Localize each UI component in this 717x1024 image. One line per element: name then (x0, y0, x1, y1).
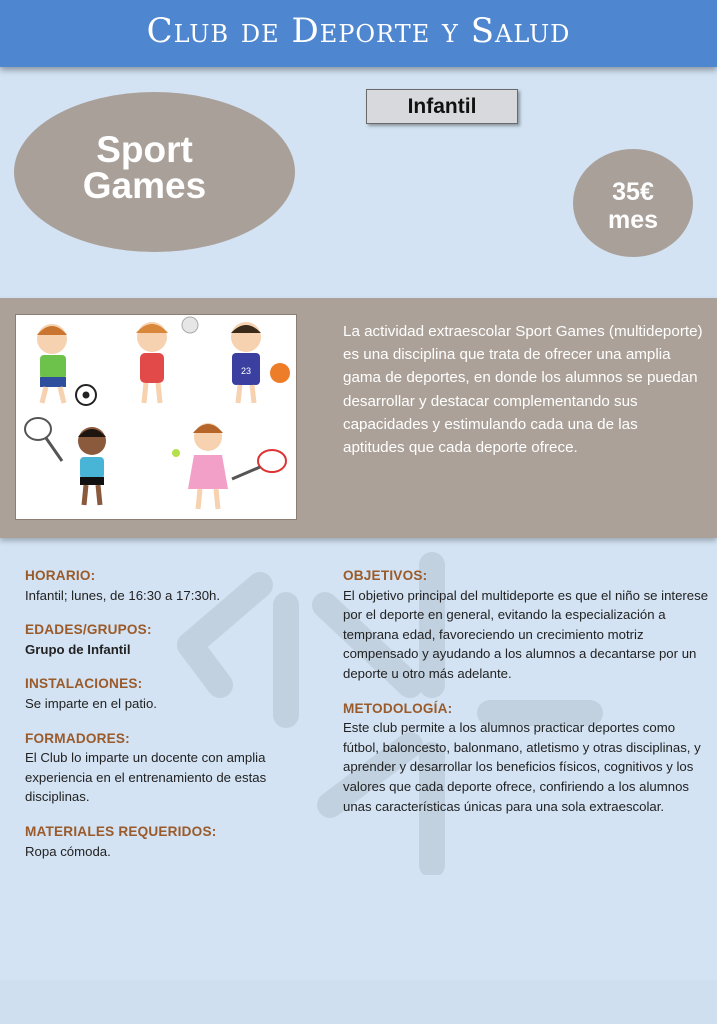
header-bar (0, 0, 717, 67)
horario-section (25, 566, 325, 605)
intro-band (0, 298, 717, 538)
edades-section (25, 620, 325, 659)
kid-girl-icon (136, 317, 198, 403)
price-circle (573, 149, 693, 257)
instalaciones-section (25, 674, 325, 713)
activity-name-line1: Sport (96, 129, 193, 170)
objetivos-text: El objetivo principal del multideporte es que el niño se interese por el deporte en general, evitando la especialización a temprana edad, favoreciendo un crecimiento motriz compensado y ayudando a los alumnos a decantarse por un deporte u otro más adelante. (343, 587, 709, 681)
formadores-text: El Club lo imparte un docente con amplia experiencia en el entrenamiento de estas disciplinas. (25, 750, 267, 805)
activity-name-line2: Games (82, 165, 207, 206)
price-period: mes (607, 206, 659, 234)
instalaciones-heading: INSTALACIONES: (25, 676, 143, 692)
kid-badminton-icon (25, 418, 106, 505)
materiales-section (25, 822, 325, 861)
horario-text: Infantil; lunes, de 16:30 a 17:30h. (25, 587, 221, 603)
kid-basketball-icon (231, 322, 290, 403)
materiales-heading: MATERIALES REQUERIDOS: (25, 823, 217, 839)
edades-text: Grupo de Infantil (25, 641, 131, 657)
left-column (25, 566, 325, 876)
edades-heading: EDADES/GRUPOS: (25, 622, 152, 638)
kid-soccer-icon (37, 324, 96, 405)
kids-sports-illustration (15, 314, 297, 520)
metodologia-heading: METODOLOGÍA: (343, 700, 453, 716)
club-title: Club de Deporte y Salud (146, 10, 571, 51)
intro-text: La actividad extraescolar Sport Games (multideporte) es una disciplina que trata de ofrecer una amplia gama de deportes, en donde los alumnos se puedan desarrollar y destacar complementando sus capacidades y estimulando cada una de las aptitudes que cada deporte ofrece. (343, 323, 703, 457)
price-amount: 35€ (612, 178, 654, 206)
formadores-section (25, 729, 325, 807)
horario-heading: HORARIO: (25, 568, 96, 583)
objetivos-section (343, 566, 713, 684)
category-badge: Infantil (366, 89, 518, 124)
formadores-heading: FORMADORES: (25, 730, 130, 746)
right-column (343, 566, 713, 831)
jersey-number: 23 (240, 366, 252, 376)
metodologia-text: Este club permite a los alumnos practicar deportes como fútbol, baloncesto, balonmano, atletismo y otras disciplinas, y aprender y desarrollar los beneficios físicos, cognitivos y los valores que cada deporte ofrece, confiriendo a los alumnos unas características únicas para una sola extraescolar. (343, 720, 701, 814)
materiales-text: Ropa cómoda. (25, 843, 111, 859)
metodologia-section (343, 699, 713, 817)
objetivos-heading: OBJETIVOS: (343, 568, 428, 583)
footer-strip (0, 980, 717, 1024)
kid-tennis-icon (172, 423, 286, 509)
activity-name-ellipse (14, 92, 295, 252)
instalaciones-text: Se imparte en el patio. (25, 695, 157, 711)
